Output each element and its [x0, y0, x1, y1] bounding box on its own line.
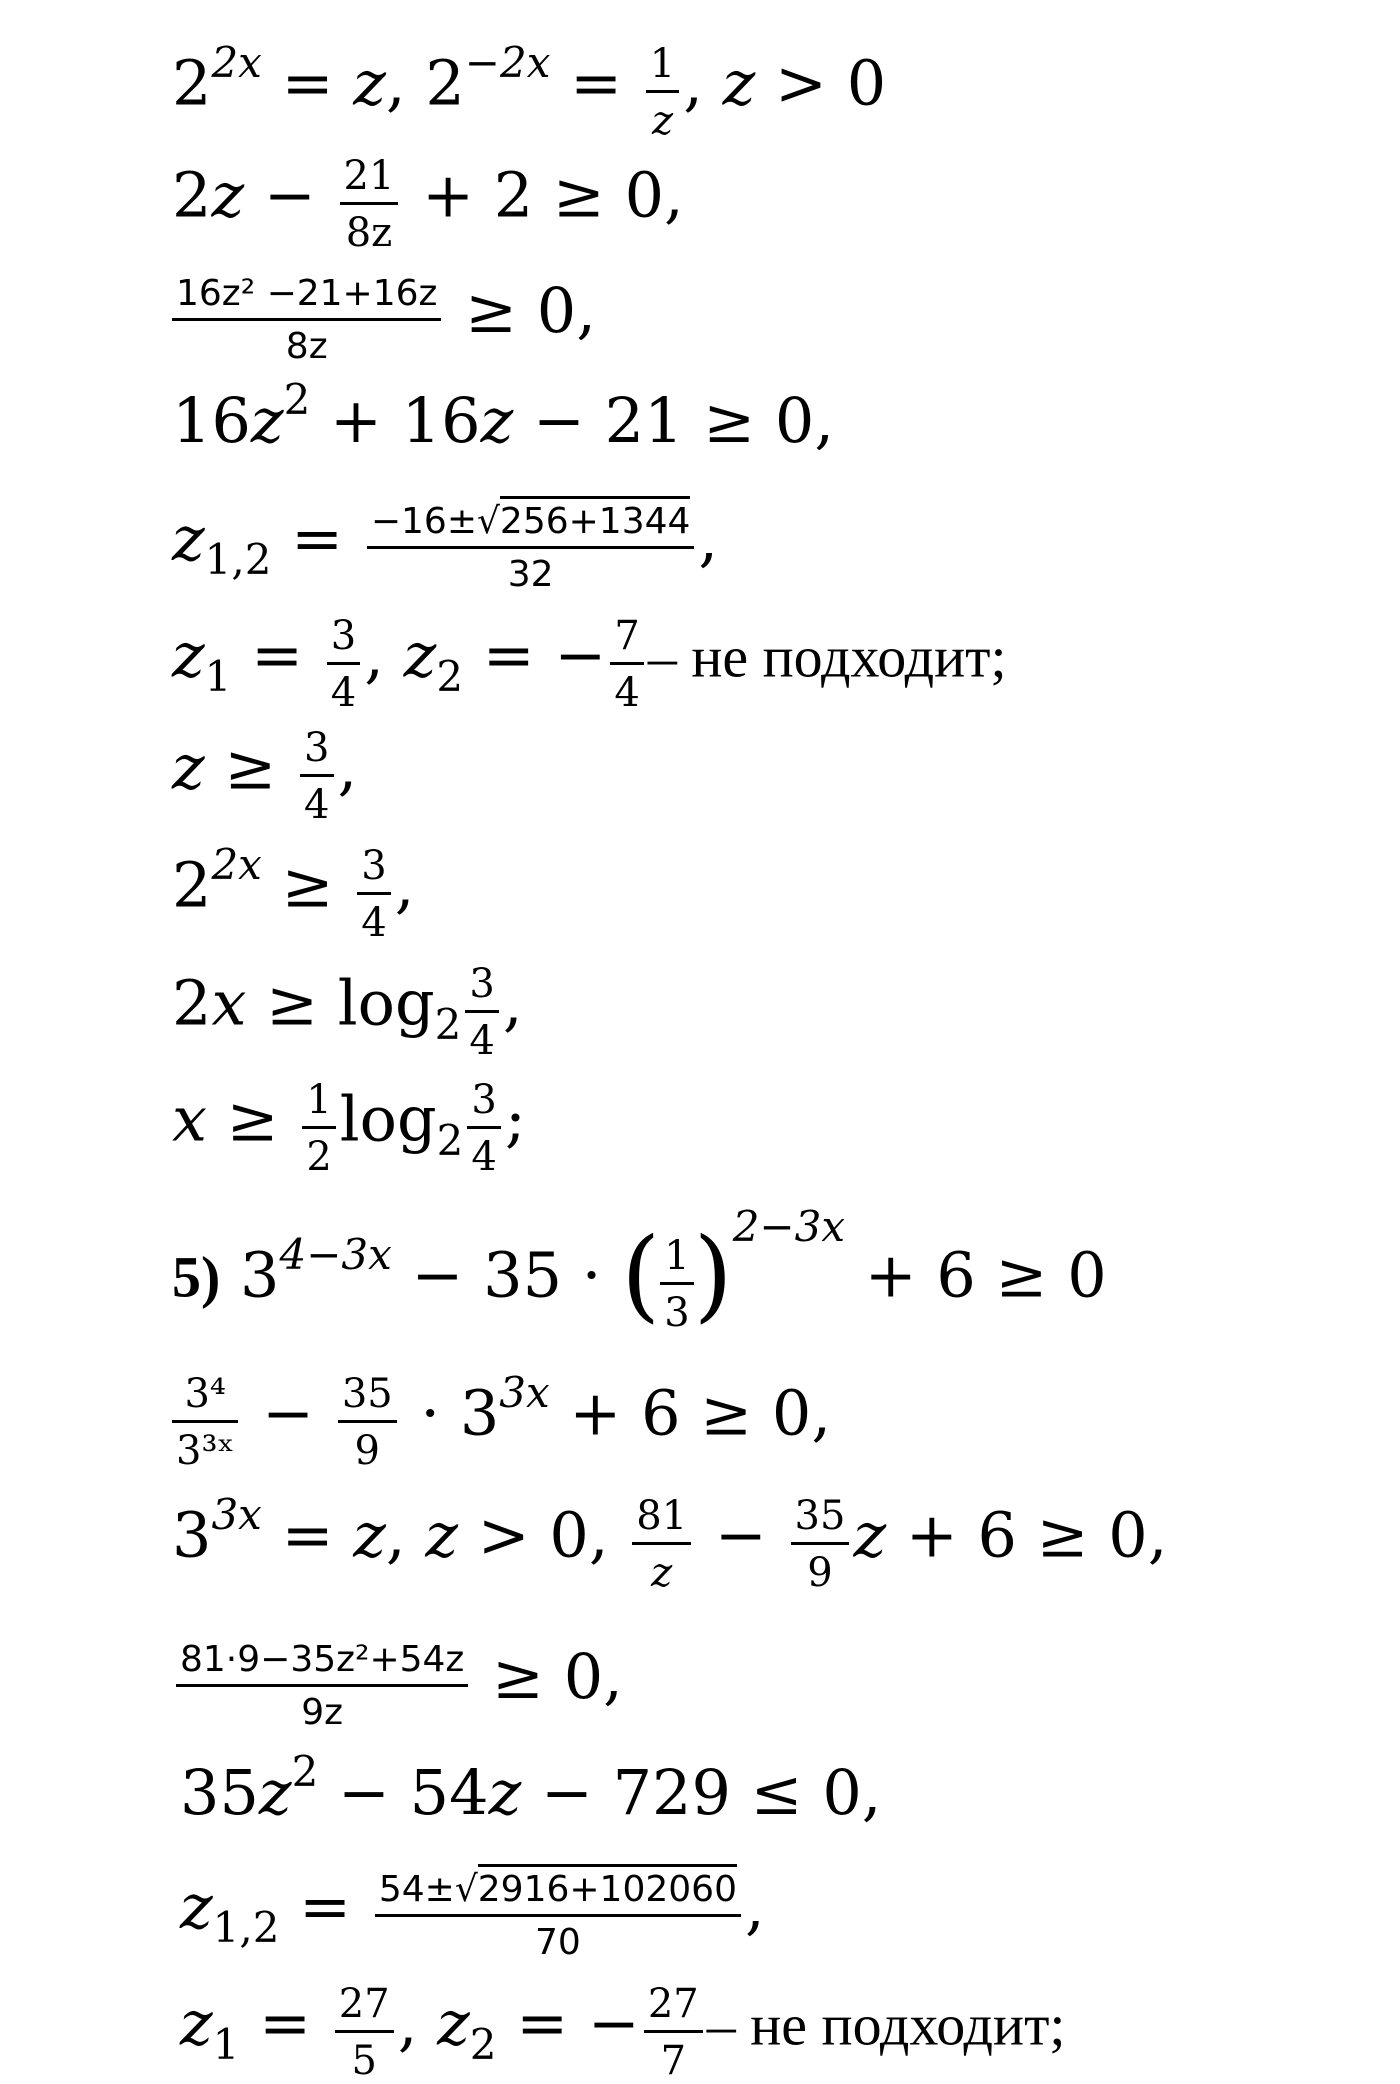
numerator: 21 — [340, 154, 399, 205]
fraction — [302, 1078, 335, 1179]
numerator — [367, 502, 695, 549]
term: , 2 — [385, 46, 465, 120]
denominator: z — [651, 1550, 673, 1596]
exponent: 3x — [499, 1367, 550, 1417]
fraction — [367, 502, 695, 594]
term: 2 — [172, 848, 212, 922]
separator: , — [397, 1986, 438, 2060]
separator: , — [337, 730, 358, 804]
denominator: 8z — [345, 210, 393, 256]
variable: z — [722, 46, 756, 120]
term: − 729 ≤ 0, — [521, 1756, 882, 1829]
variable: z — [480, 384, 514, 457]
numerator: 1 — [302, 1078, 335, 1129]
exponent: 2−3x — [732, 1201, 846, 1251]
numerator: 35 — [338, 1372, 397, 1423]
denominator: 9 — [807, 1550, 833, 1596]
denominator: 70 — [535, 1921, 581, 1963]
separator: ; — [504, 1082, 526, 1156]
numerator-prefix: −16±√ — [370, 501, 500, 542]
variable: z — [180, 1870, 213, 1944]
denominator: 2 — [306, 1134, 332, 1180]
variable: z — [180, 1986, 213, 2060]
term: · 3 — [400, 1376, 500, 1450]
fraction — [375, 1870, 741, 1962]
denominator: 4 — [361, 900, 387, 946]
variable: z — [353, 46, 386, 120]
fraction — [660, 1234, 693, 1335]
term: 2 — [172, 158, 212, 232]
variable: x — [211, 966, 247, 1040]
radicand: 256+1344 — [500, 496, 691, 542]
numerator: 1 — [646, 42, 679, 93]
fraction — [172, 1372, 238, 1473]
fraction — [632, 1494, 691, 1595]
operator: = − — [496, 1986, 640, 2060]
denominator: 4 — [471, 1134, 497, 1180]
numerator: 3 — [300, 726, 333, 777]
equation-line-12 — [172, 1367, 832, 1474]
variable: z — [172, 502, 205, 576]
exponent: 4−3x — [279, 1229, 392, 1279]
variable: z — [853, 1498, 887, 1572]
fraction — [176, 1640, 468, 1732]
fraction — [791, 1494, 850, 1595]
fraction — [610, 614, 643, 715]
numerator — [375, 1870, 741, 1917]
denominator: 7 — [660, 2038, 687, 2084]
subscript: 1 — [212, 2019, 240, 2069]
denominator: 4 — [330, 670, 357, 716]
separator: , — [385, 1498, 426, 1572]
numerator: 3 — [357, 844, 390, 895]
separator: , — [394, 848, 415, 922]
variable: z — [250, 384, 284, 457]
fraction — [646, 42, 679, 143]
variable: z — [172, 730, 205, 804]
numerator: 3⁴ — [172, 1372, 238, 1423]
fraction — [340, 154, 399, 255]
exponent: 2 — [291, 1747, 319, 1796]
operator: = — [231, 618, 323, 692]
operator: > 0 — [755, 46, 887, 120]
term: > 0, — [458, 1498, 629, 1572]
subscript: 1,2 — [212, 1903, 280, 1953]
numerator: 7 — [610, 614, 643, 665]
operator: − — [695, 1498, 787, 1572]
numerator: 3 — [467, 1078, 500, 1129]
exponent: 2 — [283, 375, 311, 424]
term: − 54 — [318, 1756, 489, 1829]
equation-line-8 — [172, 839, 415, 946]
term: + 6 ≥ 0 — [845, 1238, 1107, 1312]
equation-line-14 — [172, 1636, 623, 1733]
operator: = — [550, 46, 642, 120]
denominator: 3 — [664, 1290, 690, 1336]
variable: z — [437, 1986, 470, 2060]
term: − 21 ≥ 0, — [513, 384, 835, 457]
denominator: 5 — [351, 2038, 377, 2084]
denominator: 8z — [285, 325, 328, 367]
numerator: 27 — [335, 1982, 394, 2033]
left-paren: ( — [621, 1215, 661, 1333]
exponent: 2x — [211, 37, 262, 87]
numerator: 1 — [660, 1234, 693, 1285]
comment-text: – не подходит; — [706, 1992, 1066, 2058]
operator: = — [261, 1498, 354, 1572]
operator: = — [261, 46, 354, 120]
equation-line-13 — [172, 1489, 1168, 1596]
separator: , — [683, 46, 723, 120]
log-function: ≥ log — [246, 966, 435, 1040]
subscript: 1 — [204, 651, 232, 701]
term: 3 — [220, 1238, 280, 1312]
variable: x — [172, 1082, 207, 1156]
operator: ≥ — [204, 730, 297, 804]
variable: z — [211, 158, 245, 232]
variable: z — [488, 1756, 522, 1829]
denominator: 32 — [507, 553, 554, 595]
fraction — [327, 614, 360, 715]
numerator: 3 — [327, 614, 360, 665]
operator: − — [242, 1376, 334, 1450]
equation-line-4 — [172, 375, 835, 457]
problem-number: 5) — [172, 1244, 221, 1310]
term: + 6 ≥ 0, — [886, 1498, 1168, 1572]
subscript: 2 — [436, 651, 464, 701]
variable: z — [425, 1498, 459, 1572]
fraction — [357, 844, 390, 945]
exponent: 2x — [211, 839, 262, 889]
equation-line-5 — [172, 498, 719, 595]
term: 35 — [180, 1756, 259, 1829]
term: + 16 — [310, 384, 481, 457]
operator: ≥ — [261, 848, 354, 922]
equation-line-3 — [172, 270, 596, 367]
subscript: 2 — [469, 2019, 497, 2069]
fraction — [300, 726, 333, 827]
equation-line-17 — [180, 1978, 1066, 2084]
denominator: 4 — [614, 670, 640, 716]
variable: z — [172, 618, 205, 692]
equation-line-9 — [172, 958, 523, 1064]
term: 2 — [172, 46, 212, 120]
numerator: 35 — [791, 1494, 850, 1545]
term: + 2 ≥ 0, — [402, 158, 684, 232]
separator: , — [744, 1870, 765, 1944]
fraction — [465, 962, 498, 1063]
comment-text: – не подходит; — [647, 624, 1007, 690]
fraction — [644, 1982, 703, 2083]
right-paren: ) — [693, 1215, 733, 1333]
term: 3 — [172, 1498, 212, 1572]
denominator: 9 — [354, 1428, 380, 1474]
subscript: 2 — [434, 999, 462, 1049]
equation-line-1 — [172, 37, 887, 144]
separator: , — [698, 502, 719, 576]
variable: z — [403, 618, 437, 692]
numerator: 27 — [644, 1982, 703, 2033]
denominator: 9z — [301, 1691, 344, 1733]
separator: , — [502, 966, 523, 1040]
equation-line-6 — [172, 610, 1007, 716]
numerator: 3 — [465, 962, 498, 1013]
denominator: z — [651, 98, 674, 144]
numerator-prefix: 54±√ — [378, 1869, 478, 1910]
term: + 6 ≥ 0, — [549, 1376, 832, 1450]
equation-line-2 — [172, 150, 684, 256]
operator: ≥ — [206, 1082, 299, 1156]
equation-line-16 — [180, 1866, 765, 1963]
exponent: 3x — [211, 1489, 262, 1539]
operator: − — [244, 158, 336, 232]
numerator: 81 — [632, 1494, 691, 1545]
separator: , — [364, 618, 404, 692]
subscript: 2 — [436, 1115, 464, 1165]
operator: = — [271, 502, 363, 576]
variable: z — [258, 1756, 292, 1829]
term: ≥ 0, — [472, 1640, 623, 1714]
log-function: log — [339, 1082, 437, 1156]
operator: = — [239, 1986, 331, 2060]
denominator: 3³ˣ — [176, 1428, 235, 1474]
denominator: 4 — [304, 782, 330, 828]
equation-line-15 — [180, 1747, 882, 1829]
fraction — [467, 1078, 500, 1179]
term: 2 — [172, 966, 212, 1040]
fraction — [172, 274, 441, 366]
problem-5-statement — [172, 1201, 1107, 1336]
equation-line-10 — [172, 1074, 526, 1180]
operator: = — [279, 1870, 371, 1944]
numerator: 16z² −21+16z — [172, 274, 441, 321]
term: 16 — [172, 384, 251, 457]
denominator: 4 — [469, 1018, 495, 1064]
radicand: 2916+102060 — [478, 1864, 737, 1910]
equation-line-7 — [172, 722, 358, 828]
fraction — [335, 1982, 394, 2083]
numerator: 81·9−35z²+54z — [176, 1640, 468, 1687]
operator: − 35 · — [391, 1238, 622, 1312]
subscript: 1,2 — [204, 535, 272, 585]
term: ≥ 0, — [445, 274, 596, 348]
exponent: −2x — [464, 37, 551, 87]
operator: = − — [463, 618, 607, 692]
variable: z — [353, 1498, 386, 1572]
fraction — [338, 1372, 397, 1473]
